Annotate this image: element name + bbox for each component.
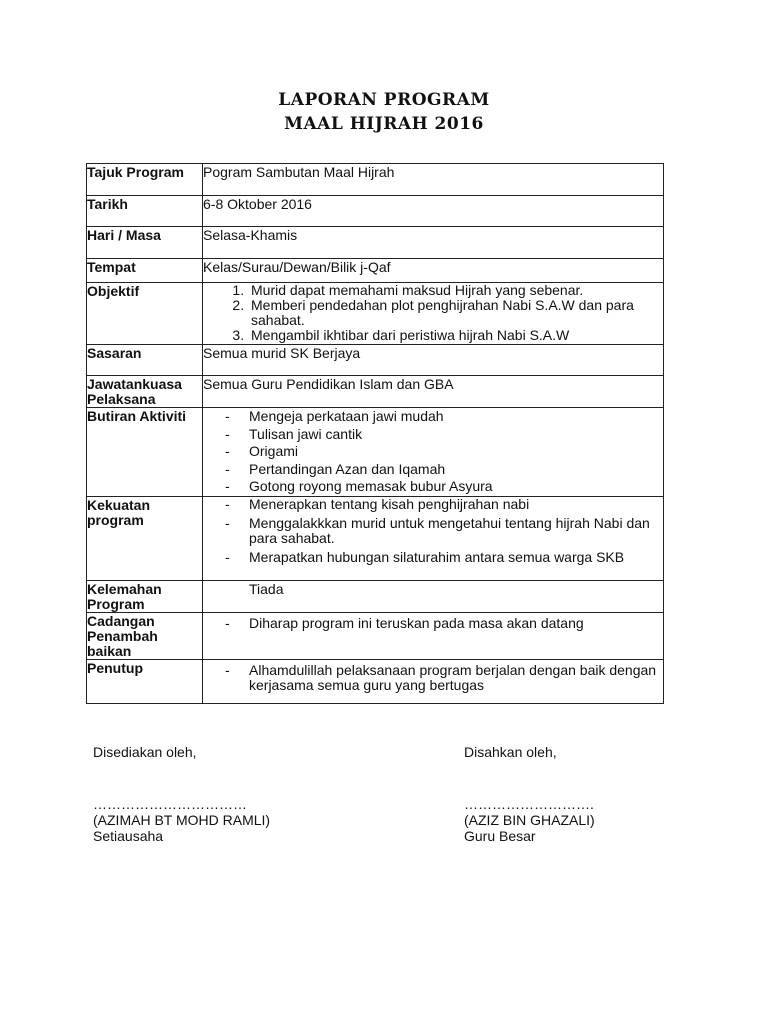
objective-item: 1. Murid dapat memahami maksud Hijrah yang sebenar. (248, 283, 663, 298)
label-jawatankuasa: Jawatankuasa Pelaksana (87, 376, 203, 408)
activity-list (203, 408, 663, 496)
value-kelemahan: Tiada (203, 580, 664, 612)
value-cadangan (203, 612, 664, 659)
label-hari: Hari / Masa (87, 227, 203, 259)
table-row-kelemahan (87, 580, 664, 612)
table-row-objektif (87, 283, 664, 345)
label-tajuk: Tajuk Program (87, 164, 203, 196)
approved-signature-line: ………………………. (464, 796, 594, 812)
value-tarikh: 6-8 Oktober 2016 (203, 196, 664, 227)
objective-item: 2. Memberi pendedahan plot penghijrahan Nabi S.A.W dan para sahabat. (248, 298, 663, 328)
strength-item: - Merapatkan hubungan silaturahim antara semua warga SKB (203, 550, 663, 565)
strength-item: - Menerapkan tentang kisah penghijrahan nabi (203, 497, 663, 512)
value-penutup (203, 659, 664, 703)
table-row-butiran (87, 408, 664, 497)
strength-item: - Menggalakkkan murid untuk mengetahui tentang hijrah Nabi dan para sahabat. (203, 516, 663, 546)
label-objektif: Objektif (87, 283, 203, 345)
objective-list (203, 283, 663, 343)
label-penutup: Penutup (87, 659, 203, 703)
label-sasaran: Sasaran (87, 345, 203, 376)
approved-name: (AZIZ BIN GHAZALI) (464, 812, 595, 828)
table-row-tarikh (87, 196, 664, 227)
activity-item: - Mengeja perkataan jawi mudah (203, 408, 663, 426)
value-butiran (203, 408, 664, 497)
report-title: LAPORAN PROGRAM (278, 90, 490, 110)
prepared-name: (AZIMAH BT MOHD RAMLI) (93, 812, 271, 828)
value-objektif (203, 283, 664, 345)
label-tempat: Tempat (87, 259, 203, 283)
prepared-role: Setiausaha (93, 828, 164, 844)
closing-item: - Alhamdulillah pelaksanaan program berjalan dengan baik dengan kerjasama semua guru yang bertugas (203, 663, 663, 693)
table-row-tempat (87, 259, 664, 283)
approved-by-heading: Disahkan oleh, (464, 744, 557, 760)
label-kelemahan: Kelemahan Program (87, 580, 203, 612)
value-tempat: Kelas/Surau/Dewan/Bilik j-Qaf (203, 259, 664, 283)
label-kekuatan: Kekuatan program (87, 496, 203, 580)
table-row-sasaran (87, 345, 664, 376)
value-tajuk: Pogram Sambutan Maal Hijrah (203, 164, 664, 196)
closing-list (203, 660, 663, 693)
table-row-jawatankuasa (87, 376, 664, 408)
label-tarikh: Tarikh (87, 196, 203, 227)
strength-list (203, 497, 663, 565)
label-cadangan: Cadangan Penambah baikan (87, 612, 203, 659)
table-row-penutup (87, 659, 664, 703)
activity-item: - Tulisan jawi cantik (203, 426, 663, 444)
prepared-by-heading: Disediakan oleh, (93, 744, 197, 760)
table-row-kekuatan (87, 496, 664, 580)
prepared-by-block (93, 744, 270, 844)
activity-item: - Pertandingan Azan dan Iqamah (203, 461, 663, 479)
report-subtitle: MAAL HIJRAH 2016 (284, 114, 484, 134)
label-butiran: Butiran Aktiviti (87, 408, 203, 497)
approved-role: Guru Besar (464, 828, 536, 844)
table-row-cadangan (87, 612, 664, 659)
activity-item: - Gotong royong memasak bubur Asyura (203, 478, 663, 496)
table-row-tajuk (87, 164, 664, 196)
objective-item: 3. Mengambil ikhtibar dari peristiwa hijrah Nabi S.A.W (248, 328, 663, 343)
suggestion-item: - Diharap program ini teruskan pada masa akan datang (203, 616, 663, 631)
approved-by-block (464, 744, 595, 844)
value-hari: Selasa-Khamis (203, 227, 664, 259)
report-table (86, 163, 664, 704)
suggestion-list (203, 613, 663, 631)
activity-item: - Origami (203, 443, 663, 461)
prepared-signature-line: …………………………… (93, 796, 247, 812)
value-kekuatan (203, 496, 664, 580)
value-jawatankuasa: Semua Guru Pendidikan Islam dan GBA (203, 376, 664, 408)
value-sasaran: Semua murid SK Berjaya (203, 345, 664, 376)
table-row-hari (87, 227, 664, 259)
